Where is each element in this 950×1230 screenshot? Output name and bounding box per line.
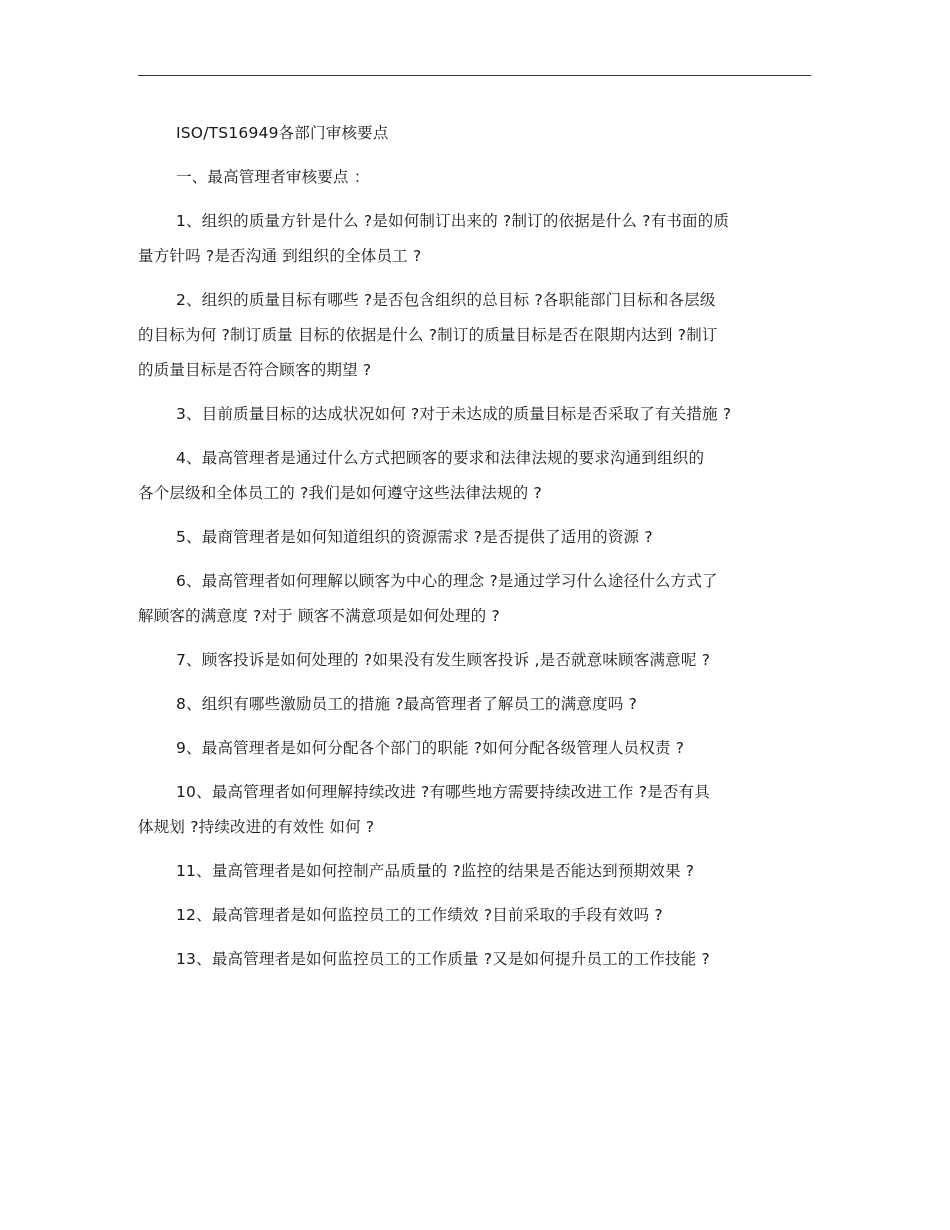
item-11-line-1: 11、量高管理者是如何控制产品质量的 ?监控的结果是否能达到预期效果 ?: [176, 862, 695, 880]
item-12-line-1: 12、最高管理者是如何监控员工的工作绩效 ?目前采取的手段有效吗 ?: [176, 906, 663, 924]
document-title: ISO/TS16949各部门审核要点: [176, 124, 389, 142]
item-7-line-1: 7、顾客投诉是如何处理的 ?如果没有发生顾客投诉 ,是否就意味顾客满意呢 ?: [176, 651, 711, 669]
header-rule: [138, 75, 811, 76]
item-2-line-3: 的质量目标是否符合顾客的期望 ?: [138, 361, 372, 379]
item-1-line-1: 1、组织的质量方针是什么 ?是如何制订出来的 ?制订的依据是什么 ?有书面的质: [176, 212, 730, 230]
item-10-line-2: 体规划 ?持续改进的有效性 如何 ?: [138, 818, 375, 836]
item-10-line-1: 10、最高管理者如何理解持续改进 ?有哪些地方需要持续改进工作 ?是否有具: [176, 783, 710, 801]
item-1-line-2: 量方针吗 ?是否沟通 到组织的全体员工 ?: [138, 247, 422, 265]
item-2-line-1: 2、组织的质量目标有哪些 ?是否包含组织的总目标 ?各职能部门目标和各层级: [176, 291, 716, 309]
item-5-line-1: 5、最商管理者是如何知道组织的资源需求 ?是否提供了适用的资源 ?: [176, 528, 653, 546]
item-3-line-1: 3、目前质量目标的达成状况如何 ?对于未达成的质量目标是否采取了有关措施 ?: [176, 405, 732, 423]
item-8-line-1: 8、组织有哪些激励员工的措施 ?最高管理者了解员工的满意度吗 ?: [176, 695, 638, 713]
item-4-line-2: 各个层级和全体员工的 ?我们是如何遵守这些法律法规的 ?: [138, 484, 542, 502]
item-4-line-1: 4、最高管理者是通过什么方式把顾客的要求和法律法规的要求沟通到组织的: [176, 449, 705, 467]
item-6-line-1: 6、最高管理者如何理解以顾客为中心的理念 ?是通过学习什么途径什么方式了: [176, 572, 718, 590]
item-6-line-2: 解顾客的满意度 ?对于 顾客不满意项是如何处理的 ?: [138, 607, 500, 625]
item-13-line-1: 13、最高管理者是如何监控员工的工作质量 ?又是如何提升员工的工作技能 ?: [176, 950, 710, 968]
section-heading: 一、最高管理者审核要点 ：: [176, 168, 370, 186]
item-9-line-1: 9、最高管理者是如何分配各个部门的职能 ?如何分配各级管理人员权责 ?: [176, 739, 685, 757]
document-body: [138, 124, 828, 968]
item-2-line-2: 的目标为何 ?制订质量 目标的依据是什么 ?制订的质量目标是否在限期内达到 ?制订: [138, 326, 718, 344]
